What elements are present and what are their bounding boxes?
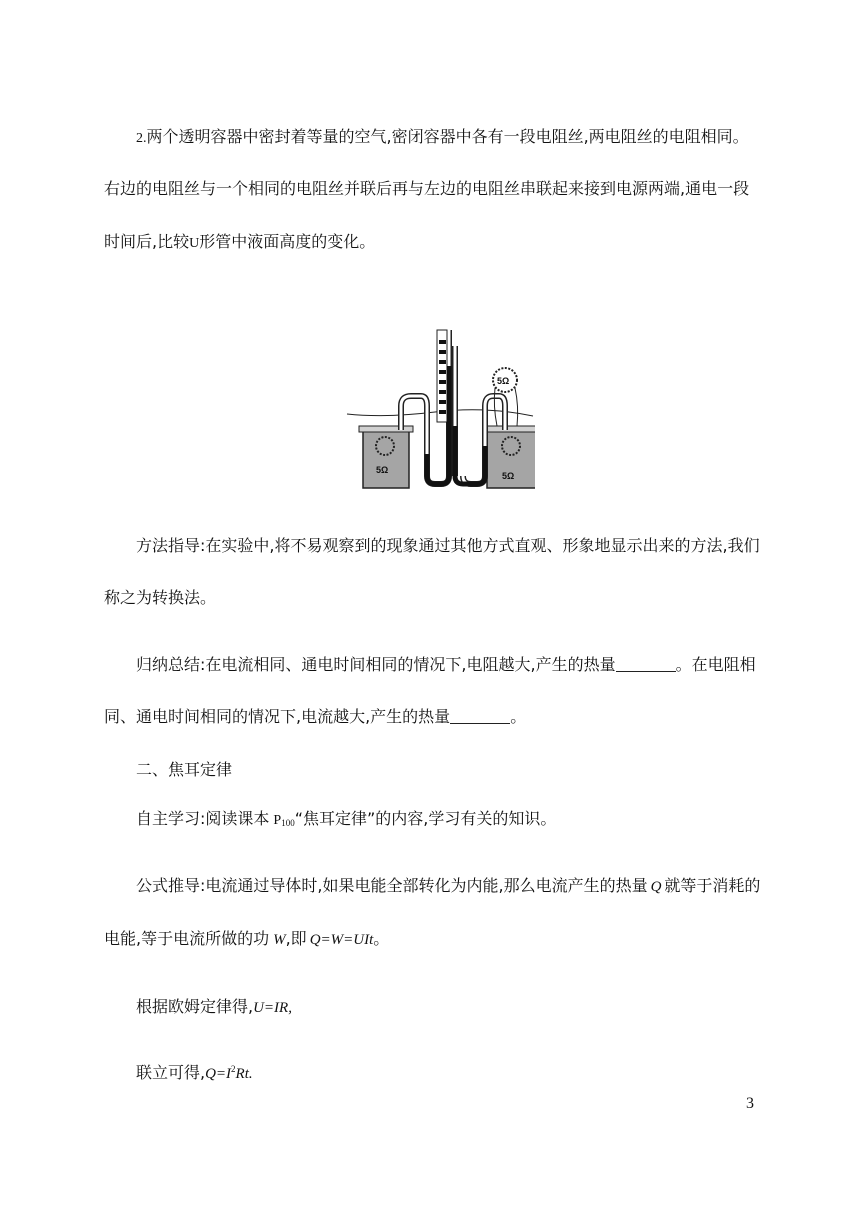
symbol-w: W [273,932,286,948]
summary-line1 [136,652,796,675]
derivation-text-2a: 电能,等于电流所做的功 [104,929,270,948]
left-container [363,430,409,488]
q2-line3 [104,229,764,252]
derivation-text-2c: 。 [373,929,390,948]
q2-number: 2. [136,131,147,146]
derivation-text-2b: ,即 [285,929,307,948]
combine-text: 联立可得, [136,1063,206,1082]
summary-text-1a: 归纳总结:在电流相同、通电时间相同的情况下,电阻越大,产生的热量 [136,655,616,674]
joule-experiment-figure [345,326,535,492]
derivation-text-1b: 就等于消耗的 [664,876,761,895]
page-ref-p: P [273,813,282,828]
left-resistor-label: 5Ω [376,465,389,475]
q2-line2: 右边的电阻丝与一个相同的电阻丝并联后再与左边的电阻丝串联起来接到电源两端,通电一段 [104,179,750,198]
q2-text-3b: 形管中液面高度的变化。 [199,232,376,251]
q2-text-1: 两个透明容器中密封着等量的空气,密闭容器中各有一段电阻丝,两电阻丝的电阻相同。 [146,127,749,146]
formula-rt: Rt. [235,1066,253,1082]
summary-text-2a: 同、通电时间相同的情况下,电流越大,产生的热量 [104,707,451,726]
derivation-line1 [136,873,796,896]
page-number: 3 [746,1095,754,1112]
answer-blank-1[interactable] [616,657,676,672]
formula-u-ir: U=IR, [253,1000,292,1016]
derivation-line2 [104,926,764,949]
q2-line1 [136,124,796,147]
method-line1: 方法指导:在实验中,将不易观察到的现象通过其他方式直观、形象地显示出来的方法,我们 [136,536,760,555]
external-resistor-label: 5Ω [497,376,510,386]
self-study-text-b: “焦耳定律”的内容,学习有关的知识。 [294,809,557,828]
ohm-line [136,994,796,1017]
right-resistor-label: 5Ω [502,471,515,481]
method-line2: 称之为转换法。 [104,588,217,607]
formula-exponent: 2 [231,1064,236,1074]
summary-text-1b: 。在电阻相 [675,655,756,674]
summary-line2 [104,704,764,727]
derivation-text-1a: 公式推导:电流通过导体时,如果电能全部转化为内能,那么电流产生的热量 [136,876,648,895]
answer-blank-2[interactable] [450,709,510,724]
ohm-text: 根据欧姆定律得, [136,997,254,1016]
summary-text-2b: 。 [510,707,527,726]
section-heading: 二、焦耳定律 [136,760,233,779]
q2-u-letter: U [189,236,200,251]
formula-q-w-uit: Q=W=UIt [309,932,374,948]
page-ref-number: 100 [281,818,295,828]
self-study-text-a: 自主学习:阅读课本 [136,809,270,828]
combine-line [136,1060,796,1083]
self-study-line [136,806,796,829]
q2-text-3a: 时间后,比较 [104,232,190,251]
formula-q-i: Q=I [205,1066,232,1082]
symbol-q: Q [650,879,662,895]
